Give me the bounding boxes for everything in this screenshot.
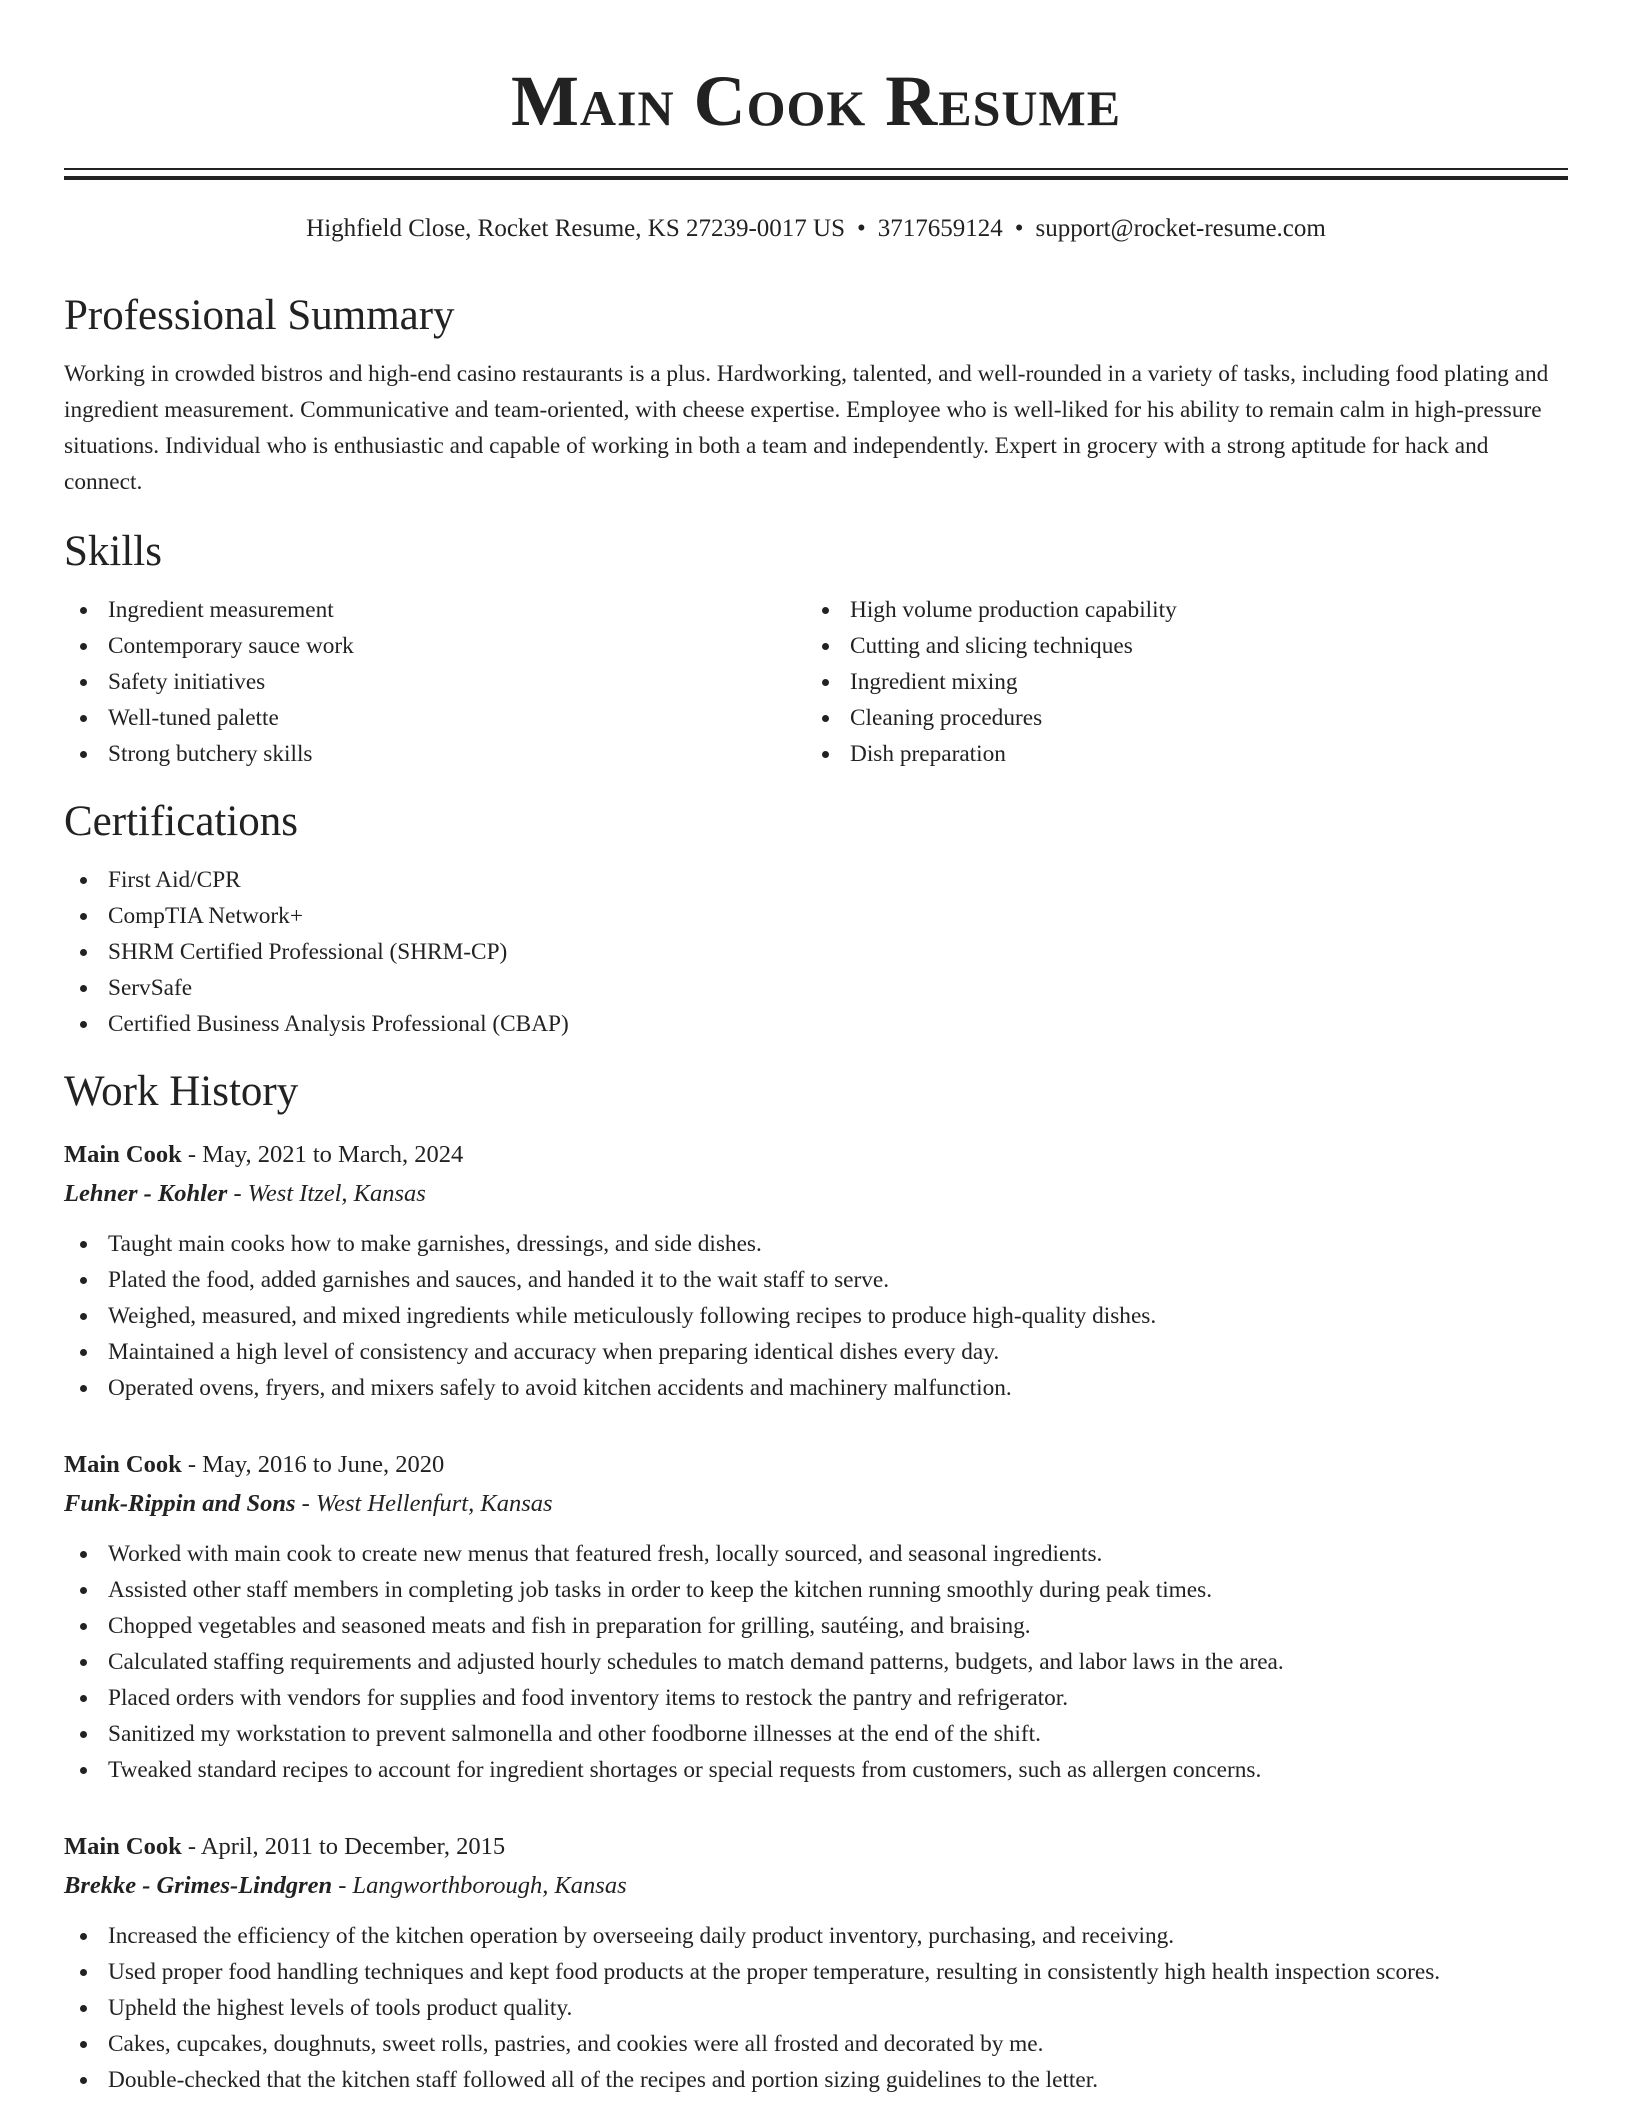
- job-company: Lehner - Kohler: [64, 1180, 228, 1207]
- job-title: Main Cook: [64, 1141, 182, 1168]
- job-location: - Langworthborough, Kansas: [332, 1872, 627, 1899]
- skill-item: Safety initiatives: [64, 664, 806, 700]
- certification-item: SHRM Certified Professional (SHRM-CP): [64, 934, 1568, 970]
- certifications-list: [64, 862, 1568, 1042]
- job-employer: [64, 1484, 1568, 1524]
- skill-item: Cutting and slicing techniques: [806, 628, 1548, 664]
- resume-page: [64, 0, 1568, 2098]
- skill-item: Ingredient measurement: [64, 592, 806, 628]
- job-duty: Placed orders with vendors for supplies and food inventory items to restock the pantry and refrigerator.: [64, 1680, 1568, 1716]
- skill-item: Contemporary sauce work: [64, 628, 806, 664]
- title-rule-thick: [64, 176, 1568, 180]
- skills-grid: [64, 592, 1568, 772]
- job-employer: [64, 1174, 1568, 1214]
- skills-left-list: [64, 592, 806, 772]
- contact-separator: •: [857, 215, 866, 242]
- job-duty: Increased the efficiency of the kitchen operation by overseeing daily product inventory, purchasing, and receiving.: [64, 1918, 1568, 1954]
- job-header: [64, 1446, 1568, 1484]
- job-entry: [64, 1136, 1568, 1406]
- contact-email: support@rocket-resume.com: [1035, 215, 1326, 242]
- certification-item: First Aid/CPR: [64, 862, 1568, 898]
- job-duty: Taught main cooks how to make garnishes, dressings, and side dishes.: [64, 1226, 1568, 1262]
- job-dates: - April, 2011 to December, 2015: [181, 1833, 506, 1860]
- job-title: Main Cook: [64, 1833, 182, 1860]
- skill-item: Well-tuned palette: [64, 700, 806, 736]
- certification-item: CompTIA Network+: [64, 898, 1568, 934]
- job-duty: Chopped vegetables and seasoned meats and fish in preparation for grilling, sautéing, and braising.: [64, 1608, 1568, 1644]
- job-duty: Worked with main cook to create new menus that featured fresh, locally sourced, and seasonal ingredients.: [64, 1536, 1568, 1572]
- skills-right-list: [806, 592, 1548, 772]
- certification-item: Certified Business Analysis Professional (CBAP): [64, 1006, 1568, 1042]
- skill-item: Cleaning procedures: [806, 700, 1548, 736]
- job-employer: [64, 1866, 1568, 1906]
- job-duty: Plated the food, added garnishes and sauces, and handed it to the wait staff to serve.: [64, 1262, 1568, 1298]
- job-duty: Tweaked standard recipes to account for ingredient shortages or special requests from customers, such as allergen concerns.: [64, 1752, 1568, 1788]
- job-company: Brekke - Grimes-Lindgren: [64, 1872, 333, 1899]
- certifications-heading: Certifications: [64, 798, 299, 845]
- job-entry: [64, 1446, 1568, 1788]
- job-header: [64, 1828, 1568, 1866]
- contact-line: [64, 212, 1568, 246]
- work-history-heading: Work History: [64, 1068, 299, 1115]
- job-duty: Operated ovens, fryers, and mixers safely to avoid kitchen accidents and machinery malfunction.: [64, 1370, 1568, 1406]
- job-company: Funk-Rippin and Sons: [64, 1490, 296, 1517]
- job-duties-list: [64, 1226, 1568, 1406]
- job-location: - West Hellenfurt, Kansas: [295, 1490, 553, 1517]
- skills-heading: Skills: [64, 528, 162, 575]
- contact-address: Highfield Close, Rocket Resume, KS 27239-0017 US: [306, 215, 846, 242]
- job-duties-list: [64, 1536, 1568, 1788]
- job-duty: Sanitized my workstation to prevent salmonella and other foodborne illnesses at the end of the shift.: [64, 1716, 1568, 1752]
- job-entry: [64, 1828, 1568, 2098]
- job-duty: Calculated staffing requirements and adjusted hourly schedules to match demand patterns, budgets, and labor laws in the area.: [64, 1644, 1568, 1680]
- job-duty: Used proper food handling techniques and kept food products at the proper temperature, resulting in consistently high health inspection scores.: [64, 1954, 1568, 1990]
- skill-item: Dish preparation: [806, 736, 1548, 772]
- job-duty: Double-checked that the kitchen staff followed all of the recipes and portion sizing guidelines to the letter.: [64, 2062, 1568, 2098]
- job-duty: Upheld the highest levels of tools product quality.: [64, 1990, 1568, 2026]
- summary-text: Working in crowded bistros and high-end casino restaurants is a plus. Hardworking, talented, and well-rounded in a variety of tasks, including food plating and ingredient measurement. Communicative and team-oriented, with cheese expertise. Employee who is well-liked for his ability to remain calm in high-pressure situations. Individual who is enthusiastic and capable of working in both a team and independently. Expert in grocery with a strong aptitude for hack and connect.: [64, 361, 1549, 495]
- summary-heading: Professional Summary: [64, 292, 455, 339]
- resume-title: Main Cook Resume: [510, 61, 1122, 141]
- certification-item: ServSafe: [64, 970, 1568, 1006]
- job-duty: Assisted other staff members in completing job tasks in order to keep the kitchen running smoothly during peak times.: [64, 1572, 1568, 1608]
- job-duty: Maintained a high level of consistency and accuracy when preparing identical dishes every day.: [64, 1334, 1568, 1370]
- title-rule-thin: [64, 168, 1568, 170]
- job-header: [64, 1136, 1568, 1174]
- job-duty: Weighed, measured, and mixed ingredients while meticulously following recipes to produce high-quality dishes.: [64, 1298, 1568, 1334]
- job-dates: - May, 2021 to March, 2024: [181, 1141, 464, 1168]
- job-duty: Cakes, cupcakes, doughnuts, sweet rolls, pastries, and cookies were all frosted and decorated by me.: [64, 2026, 1568, 2062]
- job-dates: - May, 2016 to June, 2020: [181, 1451, 445, 1478]
- contact-separator: •: [1014, 215, 1024, 242]
- skill-item: Ingredient mixing: [806, 664, 1548, 700]
- job-title: Main Cook: [64, 1451, 182, 1478]
- job-location: - West Itzel, Kansas: [227, 1180, 426, 1207]
- skill-item: Strong butchery skills: [64, 736, 806, 772]
- job-duties-list: [64, 1918, 1568, 2098]
- skill-item: High volume production capability: [806, 592, 1548, 628]
- contact-phone: 3717659124: [877, 215, 1003, 242]
